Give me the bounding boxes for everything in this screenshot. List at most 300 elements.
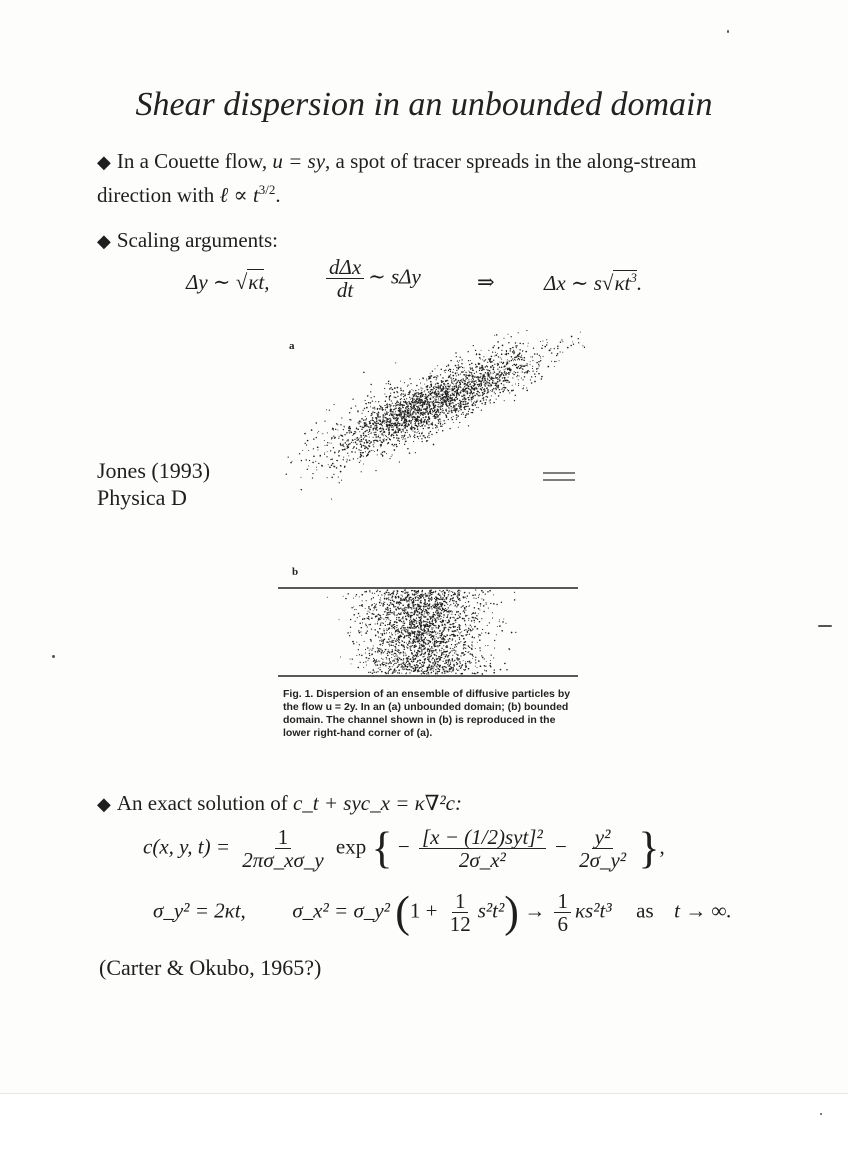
particle [380,605,381,606]
particle [437,633,438,634]
particle [358,439,359,440]
particle [496,334,498,336]
particle [491,361,493,363]
particle [349,460,350,461]
particle [376,419,377,420]
particle [444,594,446,596]
particle [374,412,375,413]
particle [392,413,393,414]
particle [419,596,421,598]
particle [320,455,321,456]
particle [438,391,439,392]
particle [409,378,410,379]
particle [523,385,524,386]
particle [436,379,437,380]
particle [477,667,478,668]
particle [394,624,395,625]
particle [371,598,372,599]
particle [428,391,429,392]
particle [492,612,493,613]
particle [441,650,442,651]
particle [489,376,491,378]
particle [406,643,407,644]
particle [361,635,362,636]
particle [367,630,368,631]
particle [374,609,375,610]
particle [401,398,402,399]
particle [436,608,438,610]
particle [521,365,522,366]
particle-cloud-b [327,589,517,674]
particle [372,673,373,674]
particle [392,640,393,641]
particle [450,604,451,605]
particle [449,397,450,398]
particle [501,630,503,632]
particle [399,443,400,444]
particle [501,602,502,603]
particle [385,662,386,663]
particle [424,421,426,423]
particle [465,602,466,603]
particle [521,366,522,367]
particle [384,417,385,418]
particle [453,649,455,651]
particle [399,632,400,633]
fraction-numerator: dΔx [326,256,364,279]
particle [424,631,425,632]
particle [324,454,325,455]
particle [409,413,410,414]
particle [483,356,484,357]
particle [511,390,513,392]
particle [493,373,494,374]
particle [406,635,408,637]
particle [436,640,437,641]
particle [401,393,402,394]
particle [376,413,377,414]
particle [458,592,459,593]
particle [430,589,432,591]
particle [480,603,482,605]
particle [497,387,498,388]
particle [436,425,438,427]
particle [464,592,466,594]
particle [452,375,454,377]
particle [422,441,423,442]
figure-label-a: a [289,340,295,352]
particle [431,636,432,637]
particle [429,656,431,658]
particle [432,624,433,625]
particle [448,594,449,595]
particle [384,438,385,439]
particle [476,376,477,377]
particle [415,592,416,593]
particle [449,386,450,387]
particle [452,383,453,384]
particle [369,590,370,591]
particle [402,605,404,607]
particle [450,374,451,375]
particle [456,606,457,607]
diamond-bullet-icon: ◆ [97,794,111,814]
particle [401,418,402,419]
particle [419,620,420,621]
particle [486,399,487,400]
particle [479,621,480,622]
particle [445,400,447,402]
particle [465,661,466,662]
particle [377,661,378,662]
particle [430,617,431,618]
particle [388,649,389,650]
particle [436,375,437,376]
particle [448,669,449,670]
particle [432,414,433,415]
particle [526,330,527,331]
particle [448,411,449,412]
particle [412,413,413,414]
particle [417,635,418,636]
particle [360,426,361,427]
particle [475,367,476,368]
particle [483,382,484,383]
particle [345,598,346,599]
particle [464,607,465,608]
particle [393,435,395,437]
particle [381,442,383,444]
particle [361,627,363,629]
particle [394,396,395,397]
particle [426,628,427,629]
particle [492,380,494,382]
particle [357,458,358,459]
particle [414,626,415,627]
fraction [419,826,546,871]
particle [426,673,427,674]
particle [375,401,376,402]
particle [374,661,376,663]
particle [346,461,347,462]
particle [455,404,456,405]
particle [390,413,391,414]
particle [414,431,416,433]
particle [333,435,334,436]
particle [404,600,405,601]
particle [422,404,424,406]
particle [372,669,374,671]
particle [421,651,422,652]
particle [496,399,497,400]
particle [490,663,491,664]
particle [429,664,431,666]
particle [435,669,436,670]
particle [418,637,419,638]
particle [452,667,454,669]
particle [398,608,399,609]
particle [410,633,411,634]
particle [382,423,383,424]
particle [456,399,457,400]
particle [389,662,390,663]
particle [433,658,434,659]
particle [459,633,460,634]
particle [394,628,395,629]
particle [353,433,354,434]
particle [441,633,442,634]
particle [477,384,478,385]
particle [518,358,519,359]
particle [437,387,439,389]
particle [488,385,490,387]
particle [394,622,395,623]
particle [403,660,404,661]
particle [383,628,384,629]
particle [398,413,400,415]
particle [426,385,427,386]
particle [380,431,381,432]
particle [463,611,464,612]
particle [471,654,473,656]
particle [434,618,435,619]
particle [379,437,380,438]
particle [378,614,380,616]
particle [376,609,377,610]
particle [476,407,477,408]
particle [366,600,367,601]
particle [383,630,385,632]
particle [427,436,428,437]
particle [450,617,451,618]
particle [407,421,408,422]
particle [468,360,469,361]
particle [372,613,374,615]
particle [374,407,375,408]
particle [388,671,389,672]
particle [426,606,427,607]
particle [539,361,540,362]
particle [459,594,460,595]
particle [450,598,451,599]
particle [507,373,508,374]
particle [438,399,439,400]
particle [420,641,421,642]
particle [368,618,369,619]
particle [419,612,421,614]
particle [396,609,398,611]
particle [460,387,461,388]
particle [512,365,513,366]
particle [503,387,504,388]
particle [465,390,466,391]
particle [373,607,375,609]
particle [414,399,415,400]
particle [387,418,388,419]
particle [400,659,401,660]
particle [331,443,332,444]
particle [440,390,442,392]
particle [389,425,390,426]
particle [346,432,347,433]
particle [410,647,411,648]
particle [450,371,451,372]
particle [436,411,437,412]
particle [413,401,415,403]
particle [362,413,363,414]
particle [395,631,396,632]
particle [441,591,442,592]
particle [463,638,464,639]
particle [497,626,498,627]
particle [492,389,494,391]
particle [360,455,361,456]
particle [453,422,454,423]
particle [460,405,462,407]
particle [339,436,340,437]
particle [418,591,419,592]
particle [436,416,437,417]
particle [507,389,508,390]
particle [386,598,388,600]
particle [454,626,455,627]
particle [339,619,340,620]
particle [440,404,441,405]
particle [397,661,398,662]
particle [450,651,451,652]
particle [384,393,385,394]
particle [508,342,509,343]
particle [375,623,376,624]
particle [377,441,378,442]
particle [435,611,436,612]
particle [419,408,421,410]
particle [423,621,424,622]
particle [394,661,395,662]
particle [380,597,381,598]
particle [378,401,379,402]
particle [446,660,447,661]
particle [471,397,473,399]
particle [456,662,457,663]
particle [437,646,438,647]
particle [480,650,481,651]
particle [418,394,419,395]
particle [455,604,456,605]
particle [373,614,375,616]
particle [401,404,403,406]
particle [474,395,476,397]
particle [331,499,332,500]
particle [334,452,335,453]
particle [362,619,363,620]
particle [349,426,350,427]
particle [408,408,409,409]
particle [387,617,388,618]
particle [403,599,404,600]
particle [396,615,397,616]
particle [435,418,436,419]
particle [348,444,350,446]
particle [424,408,425,409]
particle [411,405,412,406]
particle [507,359,508,360]
particle [522,343,523,344]
particle [423,606,424,607]
particle [430,625,431,626]
particle [561,339,562,340]
particle [431,389,432,390]
particle [366,441,368,443]
particle [457,654,459,656]
particle [449,403,451,405]
particle [448,655,449,656]
particle [376,421,378,423]
particle [486,661,487,662]
particle [355,405,356,406]
particle [396,629,398,631]
particle [393,664,394,665]
particle [484,384,485,385]
particle [459,661,460,662]
particle [358,423,359,424]
particle [377,621,378,622]
particle [388,605,389,606]
particle [408,642,410,644]
particle [466,403,468,405]
particle [416,639,417,640]
particle [497,368,498,369]
particle [420,606,421,607]
particle [396,401,397,402]
particle [501,389,502,390]
particle [418,598,420,600]
figure-label-b: b [292,566,299,578]
particle [582,345,583,346]
particle [403,390,405,392]
particle [406,417,407,418]
particle [426,412,427,413]
particle [389,388,391,390]
particle [386,614,387,615]
particle [409,397,410,398]
particle [426,632,427,633]
particle [290,462,292,464]
particle [448,659,450,661]
particle [440,396,441,397]
particle [348,441,349,442]
particle [416,591,417,592]
particle [428,604,429,605]
particle [439,414,440,415]
particle [465,376,466,377]
particle [429,417,431,419]
particle [420,414,421,415]
particle [508,334,509,335]
particle [416,621,417,622]
particle [462,401,463,402]
particle [398,402,399,403]
particle [497,341,499,343]
particle [476,401,478,403]
particle [413,427,414,428]
scaling-eq-dy [186,270,269,295]
particle [427,648,428,649]
particle [410,429,411,430]
particle [414,437,415,438]
particle [396,432,397,433]
particle [410,383,411,384]
